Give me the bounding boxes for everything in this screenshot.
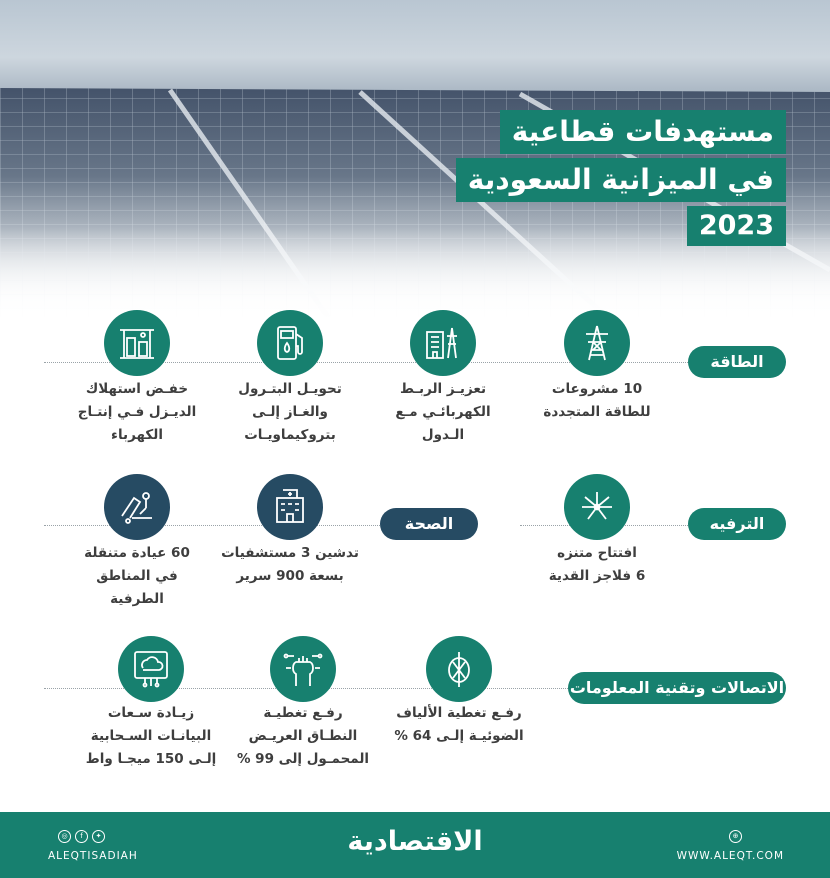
telecom-item-2: رفـع تغطيـة النطـاق العريـض المحمـول إلى 99 % xyxy=(236,705,370,767)
title-year: 2023 xyxy=(687,206,786,246)
entertainment-item-1: افتتاح متنزه 6 فلاجز القدية xyxy=(548,545,646,584)
diesel-station-icon xyxy=(104,310,170,376)
power-tower-icon xyxy=(564,310,630,376)
sector-label-entertainment: الترفيه xyxy=(688,508,786,540)
sector-label-energy: الطاقة xyxy=(688,346,786,378)
title-line-2: في الميزانية السعودية xyxy=(456,158,786,202)
broadband-hand-icon xyxy=(270,636,336,702)
health-item-1: تدشين 3 مستشفيات بسعة 900 سرير xyxy=(221,545,359,584)
hospital-icon xyxy=(257,474,323,540)
social-handle[interactable]: ALEQTISADIAH xyxy=(48,850,138,862)
energy-item-2: تعزيـز الربـط الكهربائـي مـع الـدول xyxy=(395,381,491,443)
twitter-icon[interactable]: ✦ xyxy=(92,830,105,843)
title-line-1: مستهدفات قطاعية xyxy=(500,110,786,154)
instagram-icon[interactable]: ◎ xyxy=(58,830,71,843)
globe-icon: ⊕ xyxy=(729,830,742,843)
telecom-item-1: رفـع تغطية الألياف الضوئيـة إلـى 64 % xyxy=(394,705,524,744)
sector-label-telecom: الاتصالات وتقنية المعلومات xyxy=(568,672,786,704)
energy-item-4: خفـض استهلاك الديـزل فـي إنتـاج الكهرباء xyxy=(77,381,197,443)
grid-connection-icon xyxy=(410,310,476,376)
health-item-2: 60 عيادة متنقلة في المناطق الطرفية xyxy=(84,545,190,607)
sector-label-health: الصحة xyxy=(380,508,478,540)
telecom-item-3: زيـادة سـعات البيانـات السـحابية إلـى 150 ميجـا واط xyxy=(85,705,217,767)
brand-logo: الاقتصادية xyxy=(347,826,483,857)
health-divider xyxy=(44,525,384,526)
energy-item-3: تحويـل البتـرول والغـاز إلـى بتروكيماويـات xyxy=(238,381,342,443)
cloud-data-icon xyxy=(118,636,184,702)
website-link[interactable]: WWW.ALEQT.COM xyxy=(676,850,784,862)
footer xyxy=(0,812,830,878)
fiber-cable-icon xyxy=(426,636,492,702)
mobile-clinic-icon xyxy=(104,474,170,540)
fuel-pump-icon xyxy=(257,310,323,376)
facebook-icon[interactable]: f xyxy=(75,830,88,843)
energy-item-1: 10 مشروعات للطاقة المتجددة xyxy=(543,381,651,420)
fireworks-icon xyxy=(564,474,630,540)
